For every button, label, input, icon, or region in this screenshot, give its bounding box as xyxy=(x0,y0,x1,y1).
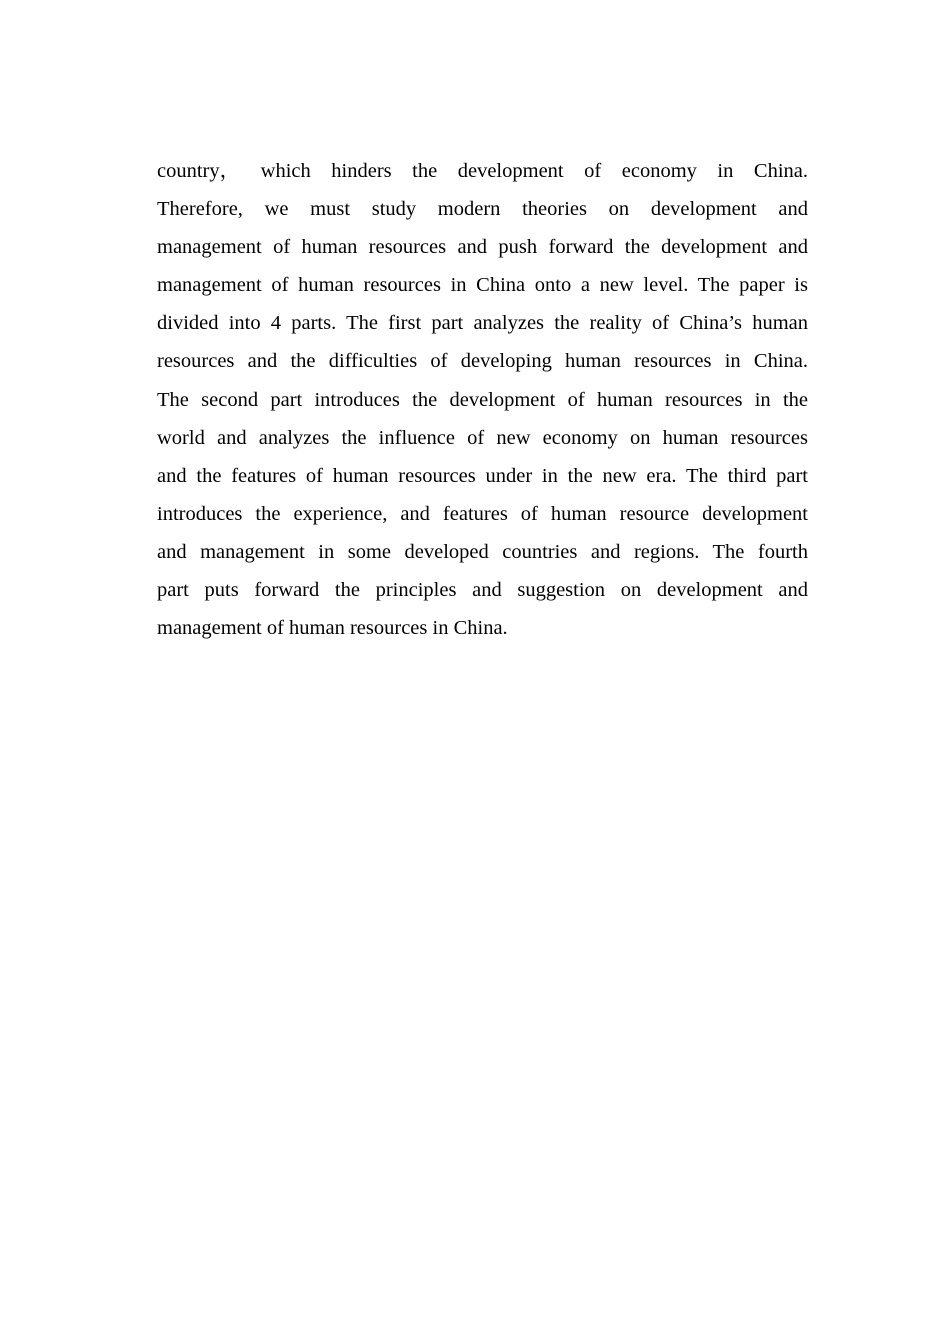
paragraph-line: resources and the difficulties of developing human resources in China. xyxy=(157,350,808,373)
paragraph-line: Therefore, we must study modern theories on development and xyxy=(157,198,808,221)
paragraph-line: management of human resources in China. xyxy=(157,617,508,640)
paragraph-line: and the features of human resources under in the new era. The third part xyxy=(157,464,808,487)
paragraph-line: divided into 4 parts. The first part analyzes the reality of China’s human xyxy=(157,312,808,335)
paragraph-line: part puts forward the principles and suggestion on development and xyxy=(157,579,808,602)
paragraph-line: and management in some developed countries and regions. The fourth xyxy=(157,540,808,563)
paragraph-line: The second part introduces the development of human resources in the xyxy=(157,388,808,411)
paragraph-line: management of human resources and push forward the development and xyxy=(157,236,808,259)
paragraph-line: introduces the experience, and features of human resource development xyxy=(157,502,808,525)
body-paragraph xyxy=(157,152,808,647)
paragraph-line: world and analyzes the influence of new economy on human resources xyxy=(157,426,808,449)
paragraph-line: management of human resources in China onto a new level. The paper is xyxy=(157,274,808,297)
paragraph-line: country， which hinders the development of economy in China. xyxy=(157,160,808,182)
